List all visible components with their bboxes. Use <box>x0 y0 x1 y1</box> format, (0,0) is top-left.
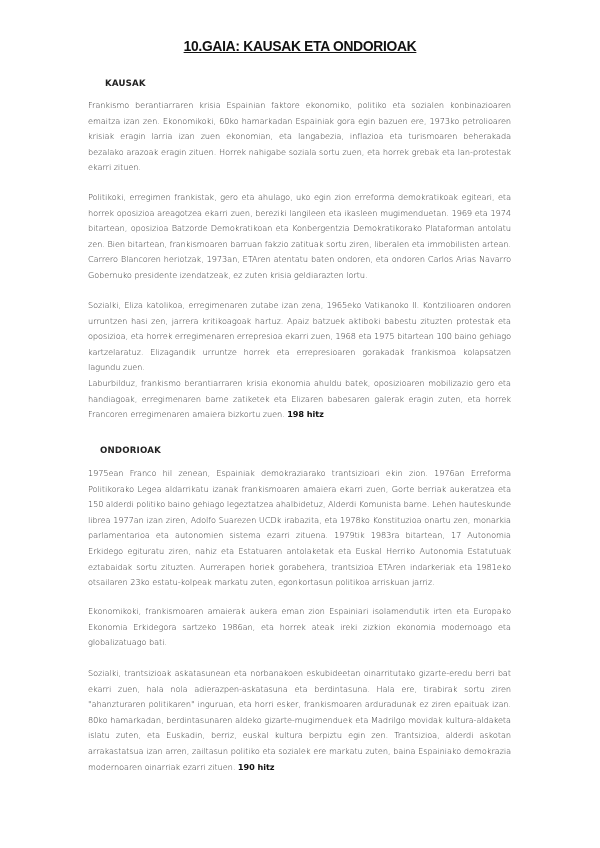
kausak-word-count: 198 hitz <box>287 409 324 420</box>
section-heading-ondorioak: ONDORIOAK <box>100 446 161 456</box>
kausak-paragraph-2: Politikoki, erregimen frankistak, gero eta ahulago, uko egin zion erreforma demokratikoak egiteari, eta horrek oposizioa areagotzea ekarri zuen, bereziki langileen eta ikasleen mugimenduetan. 1969 eta 1974 bitartean, oposizioa Batzorde Demokratikoan eta Konbergentzia Demokratikorako Plataforman antolatu zen. Bien bitartean, frankismoaren barruan fakzio zatituak sortu ziren, liberalen eta immobilisten artean. Carrero Blancoren heriotzak, 1973an, ETAren atentatu baten ondoren, eta ondoren Carlos Arias Navarro Gobernuko presidente izendatzeak, ez zuten krisia geldiarazten lortu. <box>88 192 511 280</box>
ondorioak-paragraph-1: 1975ean Franco hil zenean, Espainiak demokraziarako trantsizioari ekin zion. 1976an Erreforma Politikorako Legea aldarrikatu izanak frankismoaren amaiera ekarri zuen, Gorte berriak aukeratzea eta 150 alderdi politiko baino gehiago legeztatzea ahalbidetuz, Alderdi Komunista barne. Lehen hauteskunde librea 1977an izan ziren, Adolfo Suarezen UCDk irabazita, eta 1978ko Konstituzioa onartu zen, monarkia parlamentarioa eta autonomien sistema ezarri zituena. 1979tik 1983ra bitartean, 17 Autonomia Erkidego egituratu ziren, nahiz eta Estatuaren antolaketak eta Euskal Herriko Autonomia Estatutuak eztabaidak sortu zituzten. Aurrerapen horiek gorabehera, trantsizioa ETAren indarkeriak eta 1981eko otsailaren 23ko estatu-kolpeak markatu zuten, egonkortasun politikoa arriskuan jarriz. <box>88 468 511 588</box>
ondorioak-paragraph-3 <box>88 666 511 775</box>
section-heading-kausak: KAUSAK <box>105 79 146 89</box>
kausak-paragraph-1: Frankismo berantiarraren krisia Espainian faktore ekonomiko, politiko eta sozialen konbinazioaren emaitza izan zen. Ekonomikoki, 60ko hamarkadan Espainiak gora egin bazuen ere, 1973ko petrolioaren krisiak eragin larria izan zuen ekonomian, eta langabezia, inflazioa eta turismoaren beherakada bezalako arazoak eragin zituen. Horrek nahigabe soziala sortu zuen, eta horrek grebak eta lan-protestak ekarri zituen. <box>88 100 511 173</box>
kausak-paragraph-3: Sozialki, Eliza katolikoa, erregimenaren zutabe izan zena, 1965eko Vatikanoko II. Kontzilioaren ondoren urruntzen hasi zen, jarrera kritikoagoak hartuz. Apaiz batzuek aktiboki babestu zituzten protestak eta oposizioa, eta horrek erregimenaren errepresioa ekarri zuen, 1968 eta 1975 bitartean 100 baino gehiago kartzelaratuz. Elizagandik urruntze horrek eta errepresioaren gorakadak frankismoa kolapsatzen lagundu zuen. <box>88 300 511 373</box>
kausak-paragraph-4 <box>88 376 511 423</box>
page-title: 10.GAIA: KAUSAK ETA ONDORIOAK <box>183 38 417 55</box>
ondorioak-word-count: 190 hitz <box>237 761 275 772</box>
ondorioak-paragraph-3-text: Sozialki, trantsizioak askatasunean eta norbanakoen eskubideetan oinarritutako gizarte-eredu berri bat ekarri zuen, hala nola adierazpen-askatasuna eta berdintasuna. Hala ere, tirabirak sortu ziren "ahanzturaren politikaren" inguruan, eta horri esker, frankismoaren arduradunak ez ziren epaituak izan. 80ko hamarkadan, berdintasunaren aldeko gizarte-mugimenduek eta Madrilgo movidak kultura-aldaketa islatu zuten, eta Euskadin, berriz, euskal kultura berpiztu egin zen. Trantsizioa, alderdi askotan arrakastatsua izan arren, zailtasun politiko eta sozialek ere markatu zuten, baina Espainiako demokrazia modernoaren oinarriak ezarri zituen. <box>88 668 511 772</box>
kausak-paragraph-4-text: Laburbilduz, frankismo berantiarraren krisia ekonomia ahuldu batek, oposizioaren mobilizazio gero eta handiagoak, erregimenaren barne zatiketek eta Elizaren babesaren galerak eragin zuten, eta horrek Francoren erregimenaren amaiera bizkortu zuen. <box>88 378 511 420</box>
ondorioak-paragraph-2: Ekonomikoki, frankismoaren amaierak aukera eman zion Espainiari isolamendutik irten eta Europako Ekonomia Erkidegora sartzeko 1986an, eta horrek ateak ireki zizkion ekonomia modernoago eta globalizatuago bati. <box>88 606 511 648</box>
